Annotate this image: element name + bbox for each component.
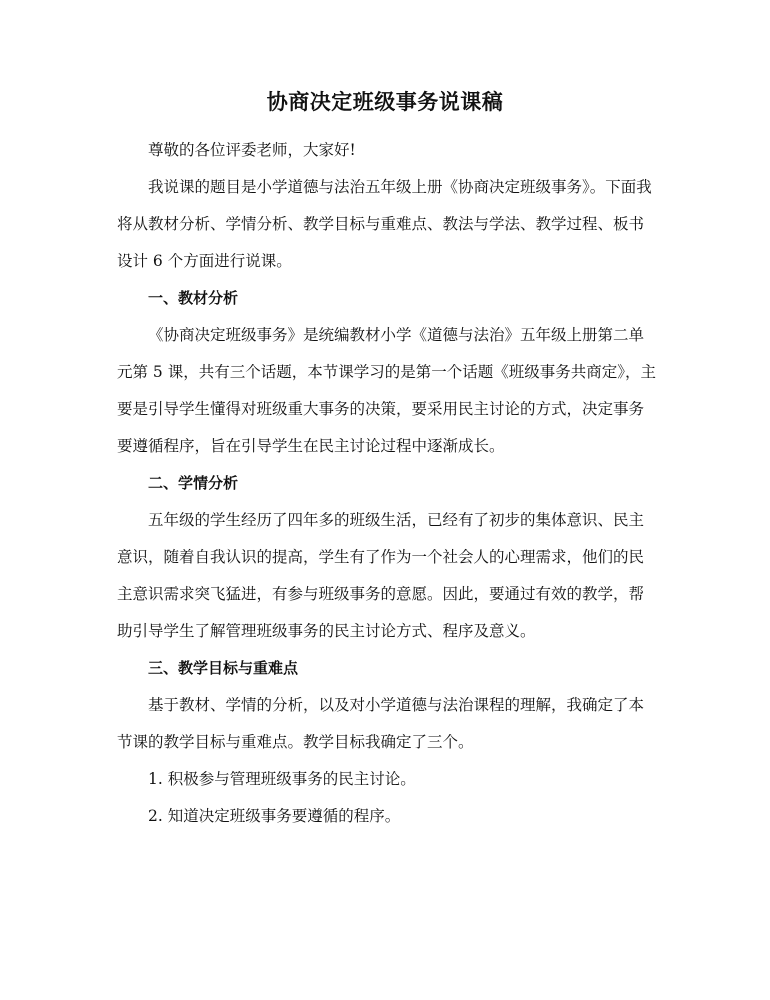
section-paragraph-teaching-goals: 基于教材、学情的分析，以及对小学道德与法治课程的理解，我确定了本节课的教学目标与重难点。教学目标我确定了三个。 — [117, 696, 645, 751]
intro-paragraph: 我说课的题目是小学道德与法治五年级上册《协商决定班级事务》。下面我将从教材分析、学情分析、教学目标与重难点、教法与学法、教学过程、板书设计 6 个方面进行说课。 — [117, 178, 652, 270]
document-title: 协商决定班级事务说课稿 — [266, 90, 504, 114]
document-body — [117, 132, 657, 835]
section-paragraph-student-analysis: 五年级的学生经历了四年多的班级生活，已经有了初步的集体意识、民主意识，随着自我认识的提高，学生有了作为一个社会人的心理需求，他们的民主意识需求突飞猛进，有参与班级事务的意愿。因此，要通过有效的教学，帮助引导学生了解管理班级事务的民主讨论方式、程序及意义。 — [117, 511, 645, 640]
section-paragraph-textbook-analysis: 《协商决定班级事务》是统编教材小学《道德与法治》五年级上册第二单元第 5 课，共有三个话题，本节课学习的是第一个话题《班级事务共商定》，主要是引导学生懂得对班级重大事务的决策，要采用民主讨论的方式，决定事务要遵循程序，旨在引导学生在民主讨论过程中逐渐成长。 — [117, 326, 656, 455]
greeting-paragraph: 尊敬的各位评委老师，大家好! — [148, 141, 356, 159]
goal-item: 2. 知道决定班级事务要遵循的程序。 — [148, 807, 401, 825]
goal-item: 1. 积极参与管理班级事务的民主讨论。 — [148, 770, 416, 788]
section-heading-student-analysis: 二、学情分析 — [148, 474, 239, 492]
section-heading-teaching-goals: 三、教学目标与重难点 — [148, 659, 299, 677]
section-heading-textbook-analysis: 一、教材分析 — [148, 289, 239, 307]
